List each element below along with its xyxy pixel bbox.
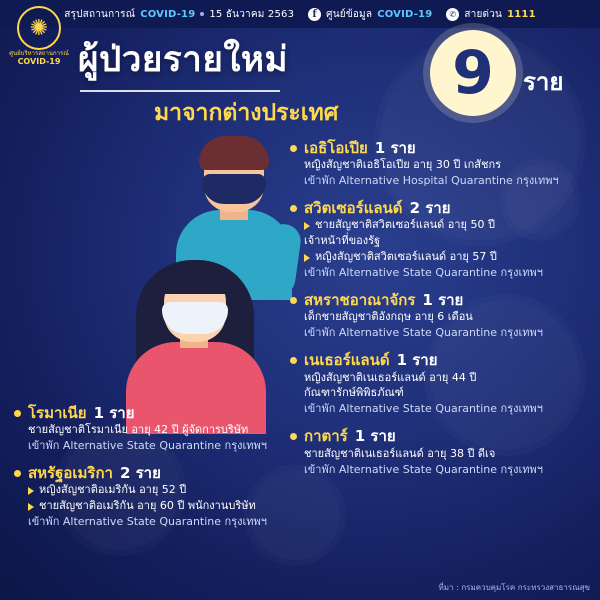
separator-dot-icon bbox=[200, 12, 204, 16]
summary-date: 15 ธันวาคม 2563 bbox=[209, 8, 295, 20]
woman-face-mask bbox=[162, 302, 228, 334]
case-detail-line bbox=[304, 446, 590, 462]
case-entry-header bbox=[290, 140, 590, 157]
summary-label: สรุปสถานการณ์ bbox=[64, 8, 136, 20]
case-detail-line bbox=[304, 325, 590, 341]
case-detail-line bbox=[304, 401, 590, 417]
total-count-unit: ราย bbox=[523, 68, 564, 96]
case-description-text: เจ้าหน้าที่ของรัฐ bbox=[304, 234, 381, 248]
quarantine-location-text: เข้าพัก Alternative State Quarantine กรุงเทพฯ bbox=[304, 326, 543, 340]
case-entry bbox=[14, 405, 304, 454]
headline-line-2: มาจากต่างประเทศ bbox=[154, 100, 339, 126]
bullet-dot-icon bbox=[290, 145, 297, 152]
triangle-bullet-icon bbox=[304, 222, 310, 230]
case-detail-line bbox=[304, 309, 590, 325]
people-illustration bbox=[110, 128, 320, 428]
case-description-text: ชายสัญชาติเนเธอร์แลนด์ อายุ 38 ปี ดีเจ bbox=[304, 446, 496, 460]
case-entry bbox=[290, 428, 590, 477]
case-entry bbox=[14, 465, 304, 530]
case-description-text: เด็กชายสัญชาติอังกฤษ อายุ 6 เดือน bbox=[304, 310, 473, 324]
case-detail-line bbox=[28, 438, 304, 454]
case-detail-group bbox=[304, 446, 590, 478]
case-country-label: โรมาเนีย bbox=[28, 404, 87, 422]
case-country-label: เอธิโอเปีย bbox=[304, 139, 368, 157]
case-country-label: สหราชอาณาจักร bbox=[304, 291, 416, 310]
case-detail-line bbox=[304, 462, 590, 478]
case-count-label: 2 ราย bbox=[119, 464, 161, 483]
phone-icon: ✆ bbox=[446, 8, 459, 21]
triangle-bullet-icon bbox=[28, 503, 34, 511]
case-description-text: ชายสัญชาติโรมาเนีย อายุ 42 ปี ผู้จัดการบริษัท bbox=[28, 423, 249, 437]
facebook-icon: f bbox=[308, 8, 321, 21]
case-entry bbox=[290, 292, 590, 341]
facebook-page-label: ศูนย์ข้อมูล bbox=[326, 8, 373, 20]
case-country-label: สหรัฐอเมริกา bbox=[28, 464, 113, 483]
hotline-number: 1111 bbox=[507, 8, 536, 20]
case-country-label: สวิตเซอร์แลนด์ bbox=[304, 199, 403, 218]
case-detail-line bbox=[304, 233, 590, 249]
bullet-dot-icon bbox=[14, 470, 21, 477]
case-country-label: กาตาร์ bbox=[304, 427, 348, 446]
case-entry-header bbox=[290, 200, 590, 217]
triangle-bullet-icon bbox=[28, 487, 34, 495]
summary-segment bbox=[57, 7, 301, 22]
woman-bangs bbox=[158, 264, 232, 294]
total-count-value: 9 bbox=[452, 38, 494, 108]
case-description-text: หญิงสัญชาติอเมริกัน อายุ 52 ปี bbox=[39, 483, 187, 497]
facebook-segment[interactable] bbox=[301, 7, 439, 22]
case-detail-group bbox=[304, 217, 590, 281]
emblem-caption-bottom: COVID-19 bbox=[17, 56, 61, 66]
total-count-badge bbox=[430, 30, 516, 116]
man-face-mask bbox=[202, 174, 266, 204]
case-entry-header bbox=[14, 405, 304, 422]
case-detail-line bbox=[28, 498, 304, 514]
case-count-label: 1 ราย bbox=[93, 404, 135, 422]
quarantine-location-text: เข้าพัก Alternative State Quarantine กรุงเทพฯ bbox=[304, 402, 543, 416]
quarantine-location-text: เข้าพัก Alternative State Quarantine กรุงเทพฯ bbox=[304, 462, 543, 476]
case-entry bbox=[290, 352, 590, 417]
case-detail-line bbox=[304, 385, 590, 401]
case-detail-line bbox=[304, 249, 590, 265]
case-description-text: กัณฑารักษ์พิพิธภัณฑ์ bbox=[304, 386, 404, 400]
case-detail-group bbox=[28, 422, 304, 454]
case-list-left bbox=[14, 405, 304, 541]
emblem-caption-top: ศูนย์บริหารสถานการณ์ bbox=[9, 50, 69, 57]
case-entry-header bbox=[290, 428, 590, 445]
emblem-ring-icon: ✺ bbox=[17, 6, 61, 50]
summary-covid-label: COVID-19 bbox=[140, 8, 196, 20]
hotline-segment[interactable] bbox=[439, 7, 542, 22]
bullet-dot-icon bbox=[14, 410, 21, 417]
headline-line-1: ผู้ป่วยรายใหม่ bbox=[78, 40, 289, 80]
quarantine-location-text: เข้าพัก Alternative State Quarantine กรุงเทพฯ bbox=[28, 515, 267, 529]
case-count-label: 1 ราย bbox=[396, 351, 438, 370]
bullet-dot-icon bbox=[290, 357, 297, 364]
woman-figure bbox=[110, 246, 285, 431]
case-detail-group bbox=[28, 482, 304, 530]
organization-emblem bbox=[8, 6, 70, 66]
case-detail-line bbox=[28, 514, 304, 530]
case-detail-group bbox=[304, 370, 590, 418]
case-detail-line bbox=[28, 422, 304, 438]
case-description-text: ชายสัญชาติอเมริกัน อายุ 60 ปี พนักงานบริษัท bbox=[39, 499, 256, 513]
case-description-text: หญิงสัญชาติเอธิโอเปีย อายุ 30 ปี เกสัชกร bbox=[304, 158, 502, 172]
quarantine-location-text: เข้าพัก Alternative State Quarantine กรุงเทพฯ bbox=[28, 439, 267, 453]
case-entry-header bbox=[290, 352, 590, 369]
bullet-dot-icon bbox=[290, 297, 297, 304]
top-bar bbox=[0, 0, 600, 28]
hotline-label: สายด่วน bbox=[464, 8, 503, 20]
case-list-right bbox=[290, 140, 590, 488]
case-count-label: 1 ราย bbox=[354, 427, 396, 446]
man-hair bbox=[199, 136, 269, 170]
headline-rule bbox=[80, 90, 280, 92]
facebook-page-covid: COVID-19 bbox=[377, 8, 433, 20]
triangle-bullet-icon bbox=[304, 254, 310, 262]
case-count-label: 2 ราย bbox=[409, 199, 451, 218]
case-description-text: หญิงสัญชาติสวิตเซอร์แลนด์ อายุ 57 ปี bbox=[315, 250, 497, 264]
case-detail-line bbox=[304, 157, 590, 173]
bullet-dot-icon bbox=[290, 205, 297, 212]
case-entry bbox=[290, 200, 590, 281]
case-entry-header bbox=[14, 465, 304, 482]
case-detail-line bbox=[304, 370, 590, 386]
source-note: ที่มา : กรมควบคุมโรค กระทรวงสาธารณสุข bbox=[438, 583, 590, 592]
quarantine-location-text: เข้าพัก Alternative Hospital Quarantine กรุงเทพฯ bbox=[304, 174, 559, 188]
case-country-label: เนเธอร์แลนด์ bbox=[304, 351, 390, 370]
case-count-label: 1 ราย bbox=[422, 291, 464, 310]
case-detail-line bbox=[304, 173, 590, 189]
case-entry-header bbox=[290, 292, 590, 309]
case-description-text: ชายสัญชาติสวิตเซอร์แลนด์ อายุ 50 ปี bbox=[315, 218, 495, 232]
case-count-label: 1 ราย bbox=[374, 139, 416, 157]
case-entry bbox=[290, 140, 590, 189]
case-detail-group bbox=[304, 157, 590, 189]
quarantine-location-text: เข้าพัก Alternative State Quarantine กรุงเทพฯ bbox=[304, 266, 543, 280]
case-detail-line bbox=[304, 217, 590, 233]
case-detail-group bbox=[304, 309, 590, 341]
case-detail-line bbox=[304, 265, 590, 281]
case-detail-line bbox=[28, 482, 304, 498]
case-description-text: หญิงสัญชาติเนเธอร์แลนด์ อายุ 44 ปี bbox=[304, 370, 477, 384]
